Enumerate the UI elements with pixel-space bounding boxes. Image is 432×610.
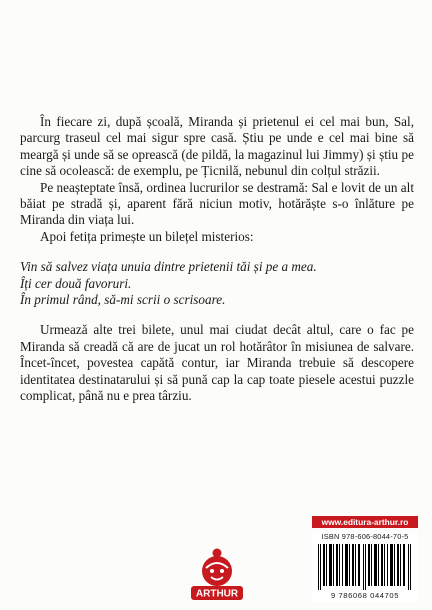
blurb-text xyxy=(20,114,414,405)
arthur-logo xyxy=(188,545,246,605)
letter-excerpt xyxy=(20,259,414,308)
letter-line-3: În primul rând, să-mi scrii o scrisoare. xyxy=(20,292,226,308)
letter-line-1: Vin să salvez viața unuia dintre prietenii tăi și pe a mea. xyxy=(20,259,317,275)
isbn-text: ISBN 978-606-8044-70-5 xyxy=(321,532,409,541)
paragraph-4: Urmează alte trei bilete, unul mai ciudat decât altul, care o fac pe Miranda să creadă că are de jucat un rol hotărâtor în misiunea de salvare. Încet-încet, povestea capătă contur, iar Miranda trebuie să descopere identitatea destinatarului și să pună cap la cap toate piesele acestui puzzle complicat, până nu e prea târziu. xyxy=(20,322,414,404)
letter-line-2: Îți cer două favoruri. xyxy=(20,275,132,291)
paragraph-2: Pe neașteptate însă, ordinea lucrurilor se destramă: Sal e lovit de un alt băiat pe stradă și, aparent fără niciun motiv, hotărăște s-o înlăture pe Miranda din viața lui. xyxy=(20,179,414,228)
barcode-number: 9 786068 044705 xyxy=(330,591,400,600)
barcode-box xyxy=(312,531,418,602)
paragraph-1: În fiecare zi, după școală, Miranda și prietenul ei cel mai bun, Sal, parcurg traseul cel mai sigur spre casă. Știu pe unde e cel mai bine să meargă și unde să se oprească (de pildă, la magazinul lui Jimmy) și știu pe cine să ocolească: de exemplu, pe Țicnilă, nebunul din colțul străzii. xyxy=(20,114,414,179)
paragraph-3: Apoi fetița primește un bilețel misterios: xyxy=(40,228,254,244)
barcode-icon xyxy=(318,544,412,590)
publisher-url: www.editura-arthur.ro xyxy=(312,516,418,528)
logo-text: ARTHUR xyxy=(195,588,239,600)
